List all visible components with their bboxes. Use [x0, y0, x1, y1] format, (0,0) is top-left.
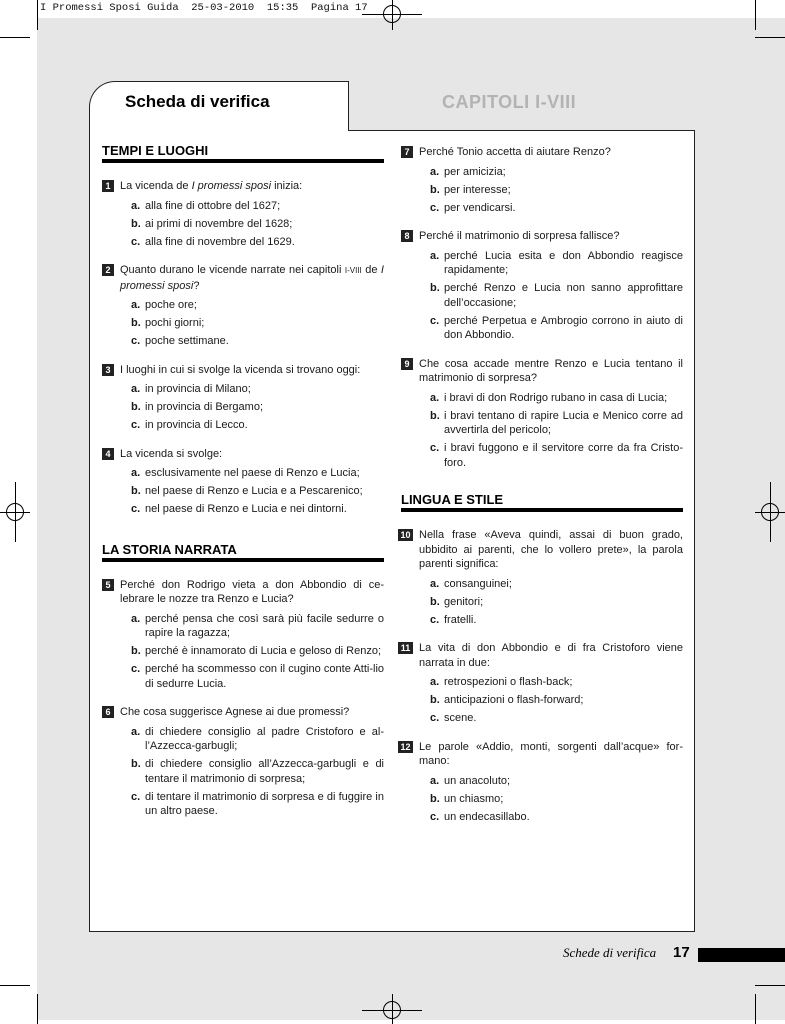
- option-letter: c.: [131, 790, 141, 803]
- option-text: perché Lucia esita e don Abbondio reagisce rapidamente;: [444, 249, 683, 276]
- print-slug: I Promessi Sposi Guida 25-03-2010 15:35 Pagina 17: [37, 0, 371, 16]
- option-text: scene.: [444, 712, 477, 724]
- question-text-small: I-VIII: [344, 266, 362, 275]
- option-letter: b.: [131, 758, 141, 770]
- option-letter: b.: [430, 595, 440, 608]
- option-letter: a.: [430, 774, 440, 787]
- answer-option: [430, 810, 683, 825]
- question: [102, 578, 384, 607]
- option-letter: a.: [430, 577, 440, 590]
- answer-options: [131, 612, 384, 692]
- option-letter: b.: [430, 792, 440, 805]
- crop-mark: [392, 994, 393, 1024]
- question-text: Perché Tonio accetta di aiutare Renzo?: [419, 146, 611, 158]
- option-text: un anacoluto;: [444, 774, 511, 787]
- question-number: 5: [102, 579, 114, 591]
- page-title: Scheda di verifica: [125, 92, 270, 111]
- option-text: poche settimane.: [145, 335, 229, 347]
- option-letter: b.: [430, 183, 440, 196]
- section-title: LINGUA E STILE: [401, 492, 683, 512]
- option-text: in provincia di Lecco.: [145, 419, 248, 431]
- answer-options: [131, 725, 384, 819]
- crop-mark: [37, 994, 38, 1024]
- answer-options: [430, 391, 683, 471]
- crop-mark: [755, 985, 785, 986]
- right-column: [401, 145, 683, 838]
- question-text: [120, 180, 302, 192]
- question-number: 7: [401, 146, 413, 158]
- answer-options: [131, 298, 384, 349]
- question-text: Le parole «Addio, monti, sorgenti dall’acque» for-mano:: [419, 740, 683, 767]
- option-letter: b.: [131, 217, 141, 230]
- question-number: 10: [398, 529, 413, 541]
- option-text: perché Perpetua e Ambrogio corrono in aiuto di don Abbondio.: [444, 314, 683, 341]
- option-letter: a.: [131, 299, 141, 311]
- option-letter: c.: [131, 503, 141, 515]
- question-text: I luoghi in cui si svolge la vicenda si trovano oggi:: [120, 363, 361, 376]
- crop-mark: [755, 0, 756, 30]
- crop-mark: [37, 0, 38, 30]
- answer-options: [131, 382, 384, 433]
- option-letter: b.: [131, 401, 141, 413]
- question-number: 4: [102, 448, 114, 460]
- answer-options: [430, 165, 683, 216]
- crop-mark: [0, 37, 30, 38]
- answer-option: [430, 613, 683, 628]
- answer-option: [131, 382, 384, 397]
- question: [401, 740, 683, 769]
- option-letter: c.: [131, 419, 141, 431]
- option-letter: b.: [430, 409, 440, 422]
- tab-join: [90, 128, 348, 132]
- option-text: anticipazioni o flash-forward;: [444, 694, 584, 706]
- option-text: esclusivamente nel paese di Renzo e Lucia;: [145, 467, 360, 479]
- option-text: i bravi tentano di rapire Lucia e Menico corre ad avvertirla del pericolo;: [444, 409, 683, 436]
- crop-mark: [770, 482, 771, 542]
- option-text: per interesse;: [444, 183, 511, 196]
- answer-option: [131, 502, 384, 517]
- answer-options: [131, 466, 384, 517]
- option-letter: b.: [131, 317, 141, 329]
- option-text: perché pensa che così sarà più facile sedurre o rapire la ragazza;: [145, 612, 384, 639]
- crop-mark: [0, 985, 30, 986]
- option-text: perché è innamorato di Lucia e geloso di Renzo;: [145, 645, 382, 657]
- question-number: 2: [102, 264, 114, 276]
- book-title: I promessi sposi: [120, 264, 384, 292]
- question: [102, 179, 384, 194]
- option-letter: a.: [430, 676, 440, 688]
- option-letter: a.: [131, 467, 141, 479]
- option-letter: c.: [430, 201, 440, 214]
- option-letter: a.: [131, 612, 141, 625]
- question-text: Perché don Rodrigo vieta a don Abbondio di ce-lebrare le nozze tra Renzo e Lucia?: [120, 578, 384, 605]
- question: [102, 705, 384, 720]
- option-letter: a.: [131, 383, 141, 395]
- option-letter: a.: [430, 249, 440, 262]
- option-text: un chiasmo;: [444, 792, 504, 805]
- answer-option: [430, 595, 683, 610]
- footer-bar: [698, 948, 785, 962]
- answer-option: [430, 165, 683, 180]
- option-text: perché ha scommesso con il cugino conte Atti-lio di sedurre Lucia.: [145, 663, 384, 690]
- option-text: di tentare il matrimonio di sorpresa e di fuggire in un altro paese.: [145, 790, 384, 817]
- question: [401, 641, 683, 670]
- answer-option: [131, 400, 384, 415]
- option-text: in provincia di Bergamo;: [145, 401, 264, 413]
- answer-options: [430, 675, 683, 726]
- option-letter: c.: [430, 712, 440, 724]
- option-letter: c.: [131, 235, 141, 248]
- answer-option: [430, 577, 683, 592]
- option-text: genitori;: [444, 595, 484, 608]
- answer-option: [430, 249, 683, 278]
- option-text: perché Renzo e Lucia non sanno approfittare dell’occasione;: [444, 282, 683, 309]
- question-number: 3: [102, 364, 114, 376]
- question-text: Perché il matrimonio di sorpresa fallisce?: [419, 230, 620, 242]
- question: [102, 363, 384, 378]
- option-letter: c.: [131, 335, 141, 347]
- answer-option: [131, 199, 384, 214]
- answer-option: [430, 441, 683, 470]
- answer-option: [131, 466, 384, 481]
- option-text: alla fine di ottobre del 1627;: [145, 199, 281, 212]
- answer-option: [131, 334, 384, 349]
- question-text-part: de: [361, 264, 381, 276]
- question-text: La vicenda si svolge:: [120, 447, 223, 460]
- answer-option: [131, 217, 384, 232]
- option-text: i bravi fuggono e il servitore corre da fra Cristo-foro.: [444, 442, 683, 469]
- option-letter: c.: [430, 810, 440, 823]
- chapter-range: CAPITOLI I-VIII: [442, 92, 577, 112]
- question-text-part: Quanto durano le vicende narrate nei capitoli: [120, 264, 345, 276]
- option-text: un endecasillabo.: [444, 810, 530, 823]
- option-text: consanguinei;: [444, 577, 512, 590]
- question-text: Nella frase «Aveva quindi, assai di buon grado, ubbidito ai parenti, che lo vollero prete», la parola parenti significa:: [419, 529, 683, 570]
- answer-option: [430, 391, 683, 406]
- option-text: nel paese di Renzo e Lucia e a Pescarenico;: [145, 485, 363, 497]
- answer-options: [430, 774, 683, 825]
- option-text: fratelli.: [444, 613, 477, 626]
- question-number: 11: [398, 642, 413, 654]
- question-text: Che cosa suggerisce Agnese ai due promessi?: [120, 706, 350, 718]
- option-text: retrospezioni o flash-back;: [444, 676, 573, 688]
- option-text: nel paese di Renzo e Lucia e nei dintorni.: [145, 503, 347, 515]
- question-number: 6: [102, 706, 114, 718]
- crop-mark: [755, 37, 785, 38]
- question-text: La vita di don Abbondio e di fra Cristoforo viene narrata in due:: [419, 642, 683, 669]
- option-letter: c.: [430, 442, 440, 454]
- option-letter: a.: [430, 165, 440, 178]
- option-letter: c.: [131, 663, 141, 675]
- answer-option: [430, 792, 683, 807]
- answer-option: [131, 235, 384, 250]
- question-number: 9: [401, 358, 413, 370]
- question-text: [120, 264, 384, 292]
- question-text: Che cosa accade mentre Renzo e Lucia tentano il matrimonio di sorpresa?: [419, 357, 683, 384]
- question-text-part: La vicenda de: [120, 180, 192, 192]
- answer-option: [131, 484, 384, 499]
- answer-option: [430, 183, 683, 198]
- option-letter: a.: [430, 391, 440, 404]
- crop-mark: [15, 482, 16, 542]
- answer-option: [131, 644, 384, 659]
- book-title: I promessi sposi: [191, 180, 272, 192]
- answer-option: [131, 757, 384, 786]
- question-text-part: ?: [193, 279, 200, 292]
- question: [102, 447, 384, 462]
- section-title: TEMPI E LUOGHI: [102, 143, 384, 163]
- option-letter: c.: [430, 314, 440, 327]
- answer-option: [430, 201, 683, 216]
- option-text: in provincia di Milano;: [145, 383, 251, 395]
- answer-option: [131, 612, 384, 641]
- option-letter: a.: [131, 725, 141, 738]
- option-text: di chiedere consiglio al padre Cristoforo e al-l’Azzecca-garbugli;: [145, 725, 384, 752]
- option-text: poche ore;: [145, 299, 197, 311]
- option-letter: b.: [131, 645, 141, 657]
- answer-options: [430, 249, 683, 343]
- answer-option: [131, 790, 384, 819]
- question-text-part: inizia:: [271, 180, 303, 192]
- question: [401, 145, 683, 160]
- option-text: di chiedere consiglio all’Azzecca-garbugli e di tentare il matrimonio di sorpresa;: [145, 758, 384, 785]
- question: [102, 263, 384, 293]
- answer-option: [430, 409, 683, 438]
- option-text: ai primi di novembre del 1628;: [145, 217, 293, 230]
- question-number: 1: [102, 180, 114, 192]
- question-number: 8: [401, 230, 413, 242]
- option-letter: b.: [430, 694, 440, 706]
- answer-option: [131, 298, 384, 313]
- left-column: [102, 143, 384, 833]
- page-number: 17: [673, 944, 690, 961]
- option-letter: b.: [131, 485, 141, 497]
- option-text: alla fine di novembre del 1629.: [145, 235, 295, 248]
- option-text: i bravi di don Rodrigo rubano in casa di Lucia;: [444, 391, 668, 404]
- option-text: pochi giorni;: [145, 317, 205, 329]
- answer-options: [430, 577, 683, 628]
- question: [401, 229, 683, 244]
- answer-option: [430, 693, 683, 708]
- section-title: LA STORIA NARRATA: [102, 542, 384, 562]
- option-text: per amicizia;: [444, 165, 506, 178]
- question: [401, 528, 683, 572]
- crop-mark: [755, 994, 756, 1024]
- option-letter: a.: [131, 199, 141, 212]
- answer-option: [131, 418, 384, 433]
- footer-label: Schede di verifica: [563, 945, 657, 960]
- answer-option: [131, 316, 384, 331]
- question-number: 12: [398, 741, 413, 753]
- answer-option: [131, 662, 384, 691]
- option-text: per vendicarsi.: [444, 201, 516, 214]
- answer-option: [430, 774, 683, 789]
- answer-options: [131, 199, 384, 250]
- answer-option: [131, 725, 384, 754]
- answer-option: [430, 711, 683, 726]
- option-letter: b.: [430, 282, 440, 294]
- answer-option: [430, 314, 683, 343]
- option-letter: c.: [430, 613, 440, 626]
- answer-option: [430, 281, 683, 310]
- answer-option: [430, 675, 683, 690]
- crop-mark: [392, 0, 393, 30]
- question: [401, 357, 683, 386]
